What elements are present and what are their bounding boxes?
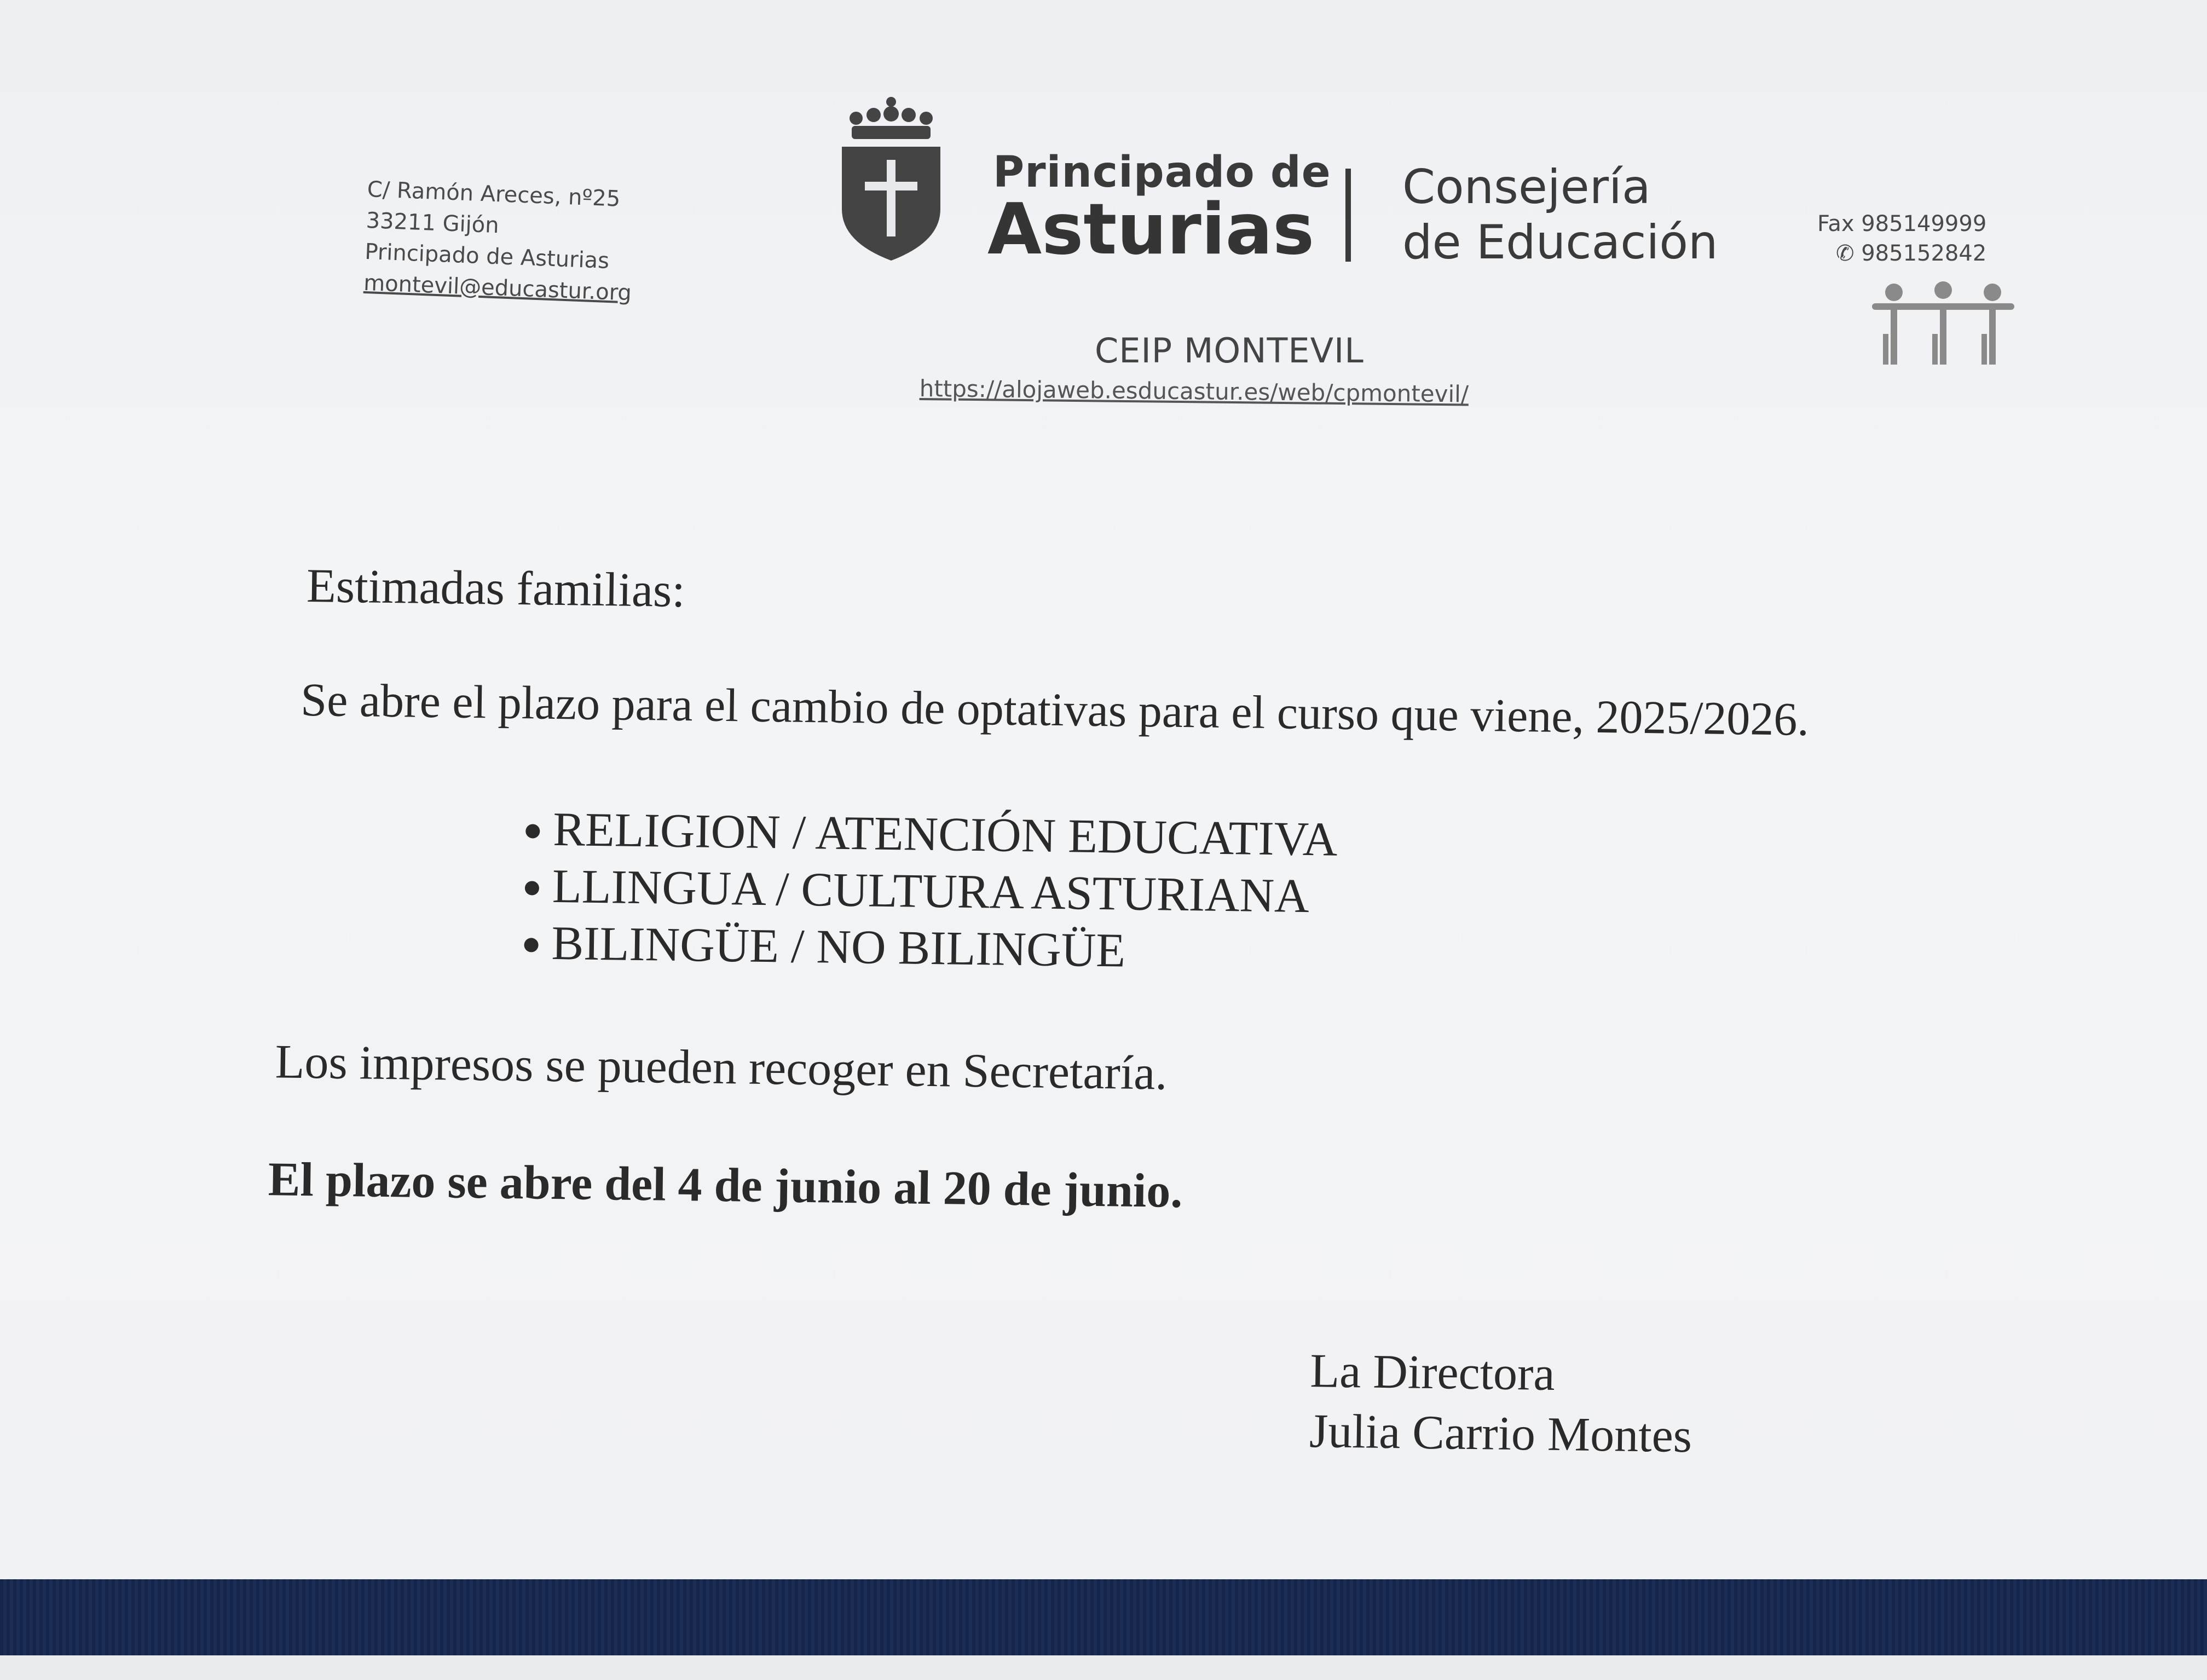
pickup-paragraph: Los impresos se pueden recoger en Secretaría. [275,1035,1168,1100]
signature-role: La Directora [1309,1344,1556,1401]
intro-paragraph: Se abre el plazo para el cambio de optativas para el curso que viene, 2025/2026. [300,673,1810,746]
school-name: CEIP MONTEVIL [1095,331,1364,371]
greeting: Estimadas familias: [306,559,686,618]
school-website-link[interactable]: https://alojaweb.esducastur.es/web/cpmontevil/ [919,375,1469,408]
department-line2: de Educación [1402,215,1718,270]
address-city: 33211 Gijón [365,207,500,239]
signature-name: Julia Carrio Montes [1309,1405,1692,1463]
list-item: LLINGUA / CULTURA ASTURIANA [521,858,1337,925]
department-line1: Consejería [1402,160,1651,215]
fax-number: Fax 985149999 [1817,211,1987,236]
address-street: C/ Ramón Areces, nº25 [367,176,621,212]
address-region: Principado de Asturias [364,239,610,274]
options-list [521,801,1338,982]
org-name-line1: Principado de [993,148,1331,197]
list-item: RELIGION / ATENCIÓN EDUCATIVA [522,801,1338,868]
list-item: BILINGÜE / NO BILINGÜE [521,915,1336,982]
org-name-line2: Asturias [987,189,1315,270]
deadline-paragraph: El plazo se abre del 4 de junio al 20 de junio. [268,1153,1183,1219]
address-email[interactable]: montevil@educastur.org [363,270,632,306]
phone-number: ✆ 985152842 [1836,241,1987,266]
